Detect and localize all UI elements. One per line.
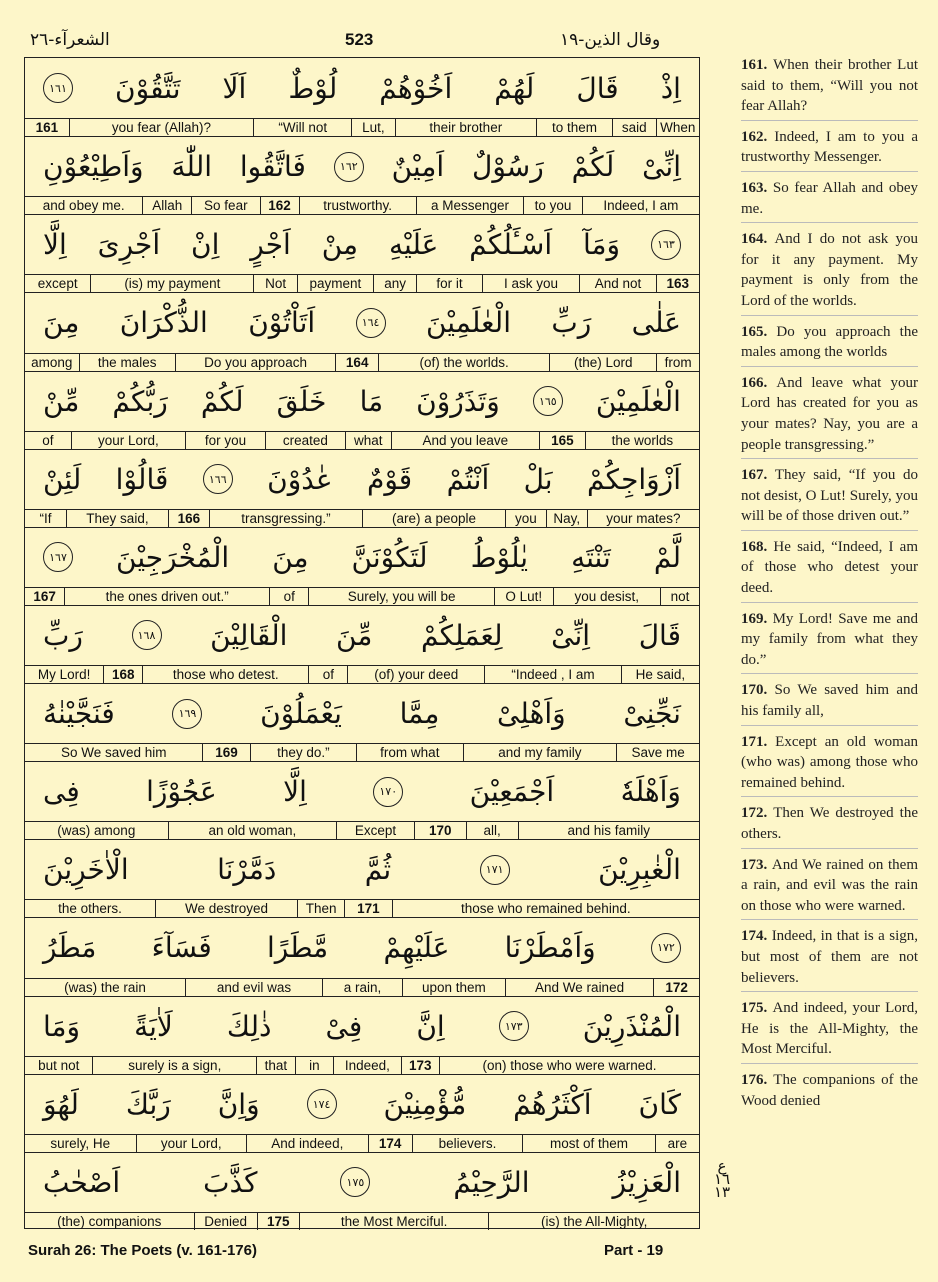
arabic-word: وَاَطِيْعُوْنِ	[43, 150, 144, 184]
verse-end-marker: ١٦٢	[334, 152, 364, 182]
verse-end-marker: ١٦٣	[651, 230, 681, 260]
arabic-word: مِنَ	[272, 540, 309, 574]
arabic-word: الرَّحِيْمُ	[453, 1165, 530, 1199]
arabic-word: تَتَّقُوْنَ	[115, 71, 181, 105]
word-meaning-cell: Not	[253, 275, 296, 292]
verse-number: 171.	[741, 733, 776, 750]
arabic-word: مِّنَ	[336, 618, 373, 652]
word-meaning-cell: (the) Lord	[549, 354, 656, 371]
verse-number-cell: 167	[33, 588, 56, 604]
arabic-word: لَّمْ	[653, 540, 681, 574]
word-meaning-cell: for you	[185, 432, 265, 449]
word-meaning-cell: and evil was	[185, 979, 322, 996]
word-meaning-cell: And you leave	[391, 432, 540, 449]
word-meaning-cell: an old woman,	[168, 822, 337, 839]
verse-number-cell: 165	[539, 432, 585, 449]
verse-number-cell: 166	[168, 510, 209, 527]
verse-number-cell: 168	[103, 666, 142, 683]
arabic-word: وَاَهْلَهٗ	[620, 775, 681, 809]
verse-end-marker: ١٦٥	[533, 386, 563, 416]
word-translation-row	[25, 196, 699, 214]
word-meaning-cell: you desist,	[553, 588, 660, 605]
word-meaning-cell: you	[505, 510, 546, 527]
verse-number: 168.	[741, 538, 774, 555]
verse-number: 170.	[741, 682, 775, 699]
verse-grid	[24, 57, 700, 1229]
verse-translation	[741, 803, 918, 848]
word-meaning-cell: a Messenger	[416, 197, 523, 214]
arabic-word: اِنِّىْ	[642, 150, 681, 184]
word-meaning-cell: except	[37, 276, 78, 292]
word-meaning-cell: transgressing.”	[209, 510, 362, 527]
verse-number-cell: 173	[401, 1057, 440, 1074]
verse-end-marker: ١٦١	[43, 73, 73, 103]
word-meaning-cell: are	[655, 1135, 699, 1152]
verse-end-marker: ١٧٢	[651, 933, 681, 963]
word-meaning-cell: And not	[579, 275, 655, 292]
arabic-word: اَتَاْتُوْنَ	[248, 306, 316, 340]
arabic-word: قَوْمٌ	[367, 462, 413, 496]
arabic-line	[25, 605, 699, 665]
word-meaning-cell: (was) the rain	[64, 979, 146, 995]
arabic-word: اَمِيْنٌ	[391, 150, 445, 184]
arabic-word: كَذَّبَ	[203, 1165, 258, 1199]
header-surah-name: الشعرآء-٢٦	[30, 30, 110, 50]
arabic-word: قَالَ	[638, 618, 681, 652]
arabic-word: ذٰلِكَ	[226, 1009, 272, 1043]
word-meaning-cell: O Lut!	[494, 588, 553, 605]
verse-translation	[741, 926, 918, 992]
verse-number: 172.	[741, 805, 774, 822]
arabic-word: عَلَيْهِ	[388, 228, 439, 262]
arabic-line	[25, 839, 699, 899]
arabic-word: فَنَجَّيْنٰهُ	[43, 697, 115, 731]
word-meaning-cell: Indeed,	[333, 1057, 400, 1074]
word-meaning-cell: Indeed, I am	[582, 197, 699, 214]
arabic-word: اَجْرِىَ	[97, 228, 161, 262]
verse-translation	[741, 537, 918, 603]
word-translation-row	[25, 1134, 699, 1152]
verse-number: 164.	[741, 231, 775, 248]
word-meaning-cell: (on) those who were warned.	[439, 1057, 699, 1074]
arabic-word: فِى	[43, 775, 80, 809]
word-meaning-cell: I ask you	[482, 275, 580, 292]
verse-translation	[741, 178, 918, 223]
word-meaning-cell: Nay,	[546, 510, 587, 527]
word-meaning-cell: payment	[297, 275, 373, 292]
page-number: 523	[345, 30, 374, 49]
arabic-line	[25, 449, 699, 509]
word-meaning-cell: upon them	[402, 979, 505, 996]
word-meaning-cell: He said,	[621, 666, 699, 683]
ruku-marker: ع ١٦ ١٣	[713, 1157, 731, 1201]
verse-number: 174.	[741, 928, 772, 945]
word-meaning-cell: the others.	[58, 901, 122, 917]
word-meaning-cell: the worlds	[585, 432, 699, 449]
word-meaning-cell: Do you approach	[175, 354, 335, 371]
word-meaning-cell: they do.”	[250, 744, 356, 761]
word-meaning-cell: My Lord!	[37, 667, 91, 683]
arabic-word: لَكُمْ	[200, 384, 244, 418]
arabic-line	[25, 683, 699, 743]
verse-number: 165.	[741, 323, 777, 340]
arabic-word: اِنِّىْ	[551, 618, 591, 652]
word-translation-row	[25, 1056, 699, 1074]
word-meaning-cell: (of) your deed	[347, 666, 484, 683]
arabic-word: اِلَّا	[283, 775, 307, 809]
arabic-line	[25, 214, 699, 274]
arabic-word: الْقَالِيْنَ	[210, 618, 288, 652]
word-meaning-cell: said	[612, 119, 655, 136]
word-meaning-cell: your Lord,	[136, 1135, 246, 1152]
word-meaning-cell: of	[269, 588, 308, 605]
word-translation-row	[25, 978, 699, 996]
word-meaning-cell: Lut,	[351, 119, 394, 136]
arabic-line	[25, 996, 699, 1056]
arabic-word: لَهُوَ	[43, 1087, 79, 1121]
word-meaning-cell: your mates?	[587, 510, 699, 527]
word-meaning-cell: (are) a people	[362, 510, 505, 527]
verse-end-marker: ١٦٩	[172, 699, 202, 729]
footer-surah-title: Surah 26: The Poets (v. 161-176)	[28, 1242, 257, 1259]
arabic-word: فَسَآءَ	[151, 931, 212, 965]
arabic-word: مِّنْ	[43, 384, 80, 418]
arabic-word: دَمَّرْنَا	[217, 853, 277, 887]
word-translation-row	[25, 821, 699, 839]
word-meaning-cell: created	[265, 432, 345, 449]
arabic-word: مِنَ	[43, 306, 80, 340]
arabic-word: مُّؤْمِنِيْنَ	[383, 1087, 467, 1121]
arabic-word: اَنْتُمْ	[446, 462, 490, 496]
verse-number-cell: 162	[260, 197, 299, 214]
verse-text: He said, “Indeed, I am of those who detest your deed.	[741, 538, 919, 597]
word-meaning-cell: in	[295, 1057, 334, 1074]
verse-text: My Lord! Save me and my family from what they do.”	[741, 610, 918, 668]
word-meaning-cell: of	[42, 432, 54, 448]
arabic-line	[25, 527, 699, 587]
arabic-word: رَبَّكَ	[125, 1087, 171, 1121]
arabic-line	[25, 917, 699, 977]
arabic-word: نَجِّنِىْ	[623, 697, 681, 731]
arabic-word: اِلَّا	[43, 228, 67, 262]
word-meaning-cell: So We saved him	[60, 745, 167, 761]
word-meaning-cell: surely is a sign,	[92, 1057, 256, 1074]
verse-number: 162.	[741, 128, 775, 145]
verse-translation	[741, 465, 918, 531]
word-meaning-cell: what	[345, 432, 391, 449]
word-meaning-cell: among	[31, 354, 73, 370]
verse-end-marker: ١٧١	[480, 855, 510, 885]
word-meaning-cell: Then	[297, 900, 344, 917]
verse-translation	[741, 680, 918, 725]
word-meaning-cell: to you	[523, 197, 582, 214]
verse-text: When their brother Lut said to them, “Will you not fear Allah?	[741, 57, 918, 115]
verse-text: So fear Allah and obey me.	[741, 179, 918, 217]
word-meaning-cell: but not	[38, 1057, 80, 1073]
word-translation-row	[25, 1212, 699, 1230]
word-meaning-cell: (of) the worlds.	[378, 354, 549, 371]
verse-number-cell: 170	[414, 822, 466, 839]
arabic-word: فِىْ	[325, 1009, 363, 1043]
verse-number-cell: 171	[344, 900, 391, 917]
verse-translation	[741, 322, 918, 367]
arabic-word: مَّطَرًا	[266, 931, 329, 965]
word-meaning-cell: (was) among	[57, 823, 136, 839]
word-meaning-cell: “Will not	[253, 119, 351, 136]
arabic-word: الْمُنْذَرِيْنَ	[582, 1009, 681, 1043]
arabic-word: وَاِنَّ	[217, 1087, 260, 1121]
verse-number: 161.	[741, 57, 774, 73]
verse-number-cell: 161	[35, 120, 59, 136]
arabic-word: اَزْوَاجِكُمْ	[586, 462, 681, 496]
word-meaning-cell: “Indeed , I am	[484, 666, 621, 683]
arabic-word: فَاتَّقُوا	[239, 150, 306, 184]
word-translation-row	[25, 118, 699, 136]
verse-end-marker: ١٧٠	[373, 777, 403, 807]
arabic-line	[25, 761, 699, 821]
verse-number-cell: 164	[335, 354, 378, 371]
word-meaning-cell: their brother	[395, 119, 536, 136]
verse-number-cell: 174	[368, 1135, 412, 1152]
arabic-word: قَالَ	[576, 71, 619, 105]
word-meaning-cell: and my family	[463, 744, 617, 761]
word-meaning-cell: those who remained behind.	[392, 900, 699, 917]
verse-number-cell: 163	[656, 275, 699, 292]
arabic-word: لَكُمْ	[571, 150, 615, 184]
word-meaning-cell: Allah	[142, 197, 191, 214]
word-meaning-cell: the ones driven out.”	[64, 588, 269, 605]
arabic-word: عَجُوْزًا	[146, 775, 217, 809]
arabic-word: اَصْحٰبُ	[43, 1165, 121, 1199]
verse-translation	[741, 732, 918, 798]
arabic-word: لَهُمْ	[494, 71, 535, 105]
verse-end-marker: ١٦٦	[203, 464, 233, 494]
verse-text: Do you approach the males among the worlds	[741, 323, 918, 361]
arabic-line	[25, 58, 699, 118]
arabic-word: اَكْثَرُهُمْ	[513, 1087, 592, 1121]
verse-translation	[741, 998, 918, 1064]
arabic-word: الْعَزِيْزُ	[612, 1165, 681, 1199]
arabic-line	[25, 292, 699, 352]
footer-part-number: Part - 19	[604, 1242, 664, 1259]
verse-translation	[741, 229, 918, 315]
arabic-word: لَئِنْ	[43, 462, 82, 496]
verse-number: 173.	[741, 856, 772, 873]
arabic-word: الْمُخْرَجِيْنَ	[116, 540, 230, 574]
verse-number: 166.	[741, 374, 777, 391]
word-meaning-cell: to them	[536, 119, 612, 136]
verse-text: And leave what your Lord has created for you as your mates? Nay, you are a people transgressing.”	[741, 374, 918, 453]
verse-text: And indeed, your Lord, He is the All-Mighty, the Most Merciful.	[741, 1000, 919, 1058]
arabic-word: خَلَقَ	[276, 384, 327, 418]
word-translation-row	[25, 431, 699, 449]
arabic-word: عَلٰى	[631, 306, 681, 340]
verse-end-marker: ١٦٤	[356, 308, 386, 338]
verse-number: 176.	[741, 1071, 774, 1088]
verse-number: 167.	[741, 467, 775, 484]
arabic-word: وَاَمْطَرْنَا	[504, 931, 596, 965]
verse-translation	[741, 127, 918, 172]
verse-text: Except an old woman (who was) among those who remained behind.	[741, 733, 918, 791]
word-meaning-cell: that	[256, 1057, 295, 1074]
verse-end-marker: ١٦٧	[43, 542, 73, 572]
arabic-word: مَا	[359, 384, 384, 418]
arabic-word: الذُّكْرَانَ	[119, 306, 208, 340]
word-meaning-cell: for it	[416, 275, 481, 292]
word-meaning-cell: any	[373, 275, 416, 292]
verse-text: Then We destroyed the others.	[741, 805, 918, 842]
word-meaning-cell: (the) companions	[57, 1213, 162, 1229]
word-meaning-cell: a rain,	[322, 979, 402, 996]
verse-number: 163.	[741, 179, 773, 196]
verse-text: So We saved him and his family all,	[741, 682, 918, 720]
verse-translation	[741, 855, 918, 921]
word-meaning-cell: trustworthy.	[299, 197, 416, 214]
arabic-word: اَخُوْهُمْ	[379, 71, 453, 105]
arabic-word: مِنْ	[321, 228, 359, 262]
verse-text: They said, “If you do not desist, O Lut! Surely, you will be of those driven out.”	[741, 467, 918, 525]
word-meaning-cell: of	[308, 666, 347, 683]
arabic-word: وَتَذَرُوْنَ	[416, 384, 500, 418]
word-meaning-cell: from	[656, 354, 699, 371]
verse-number-cell: 175	[257, 1213, 299, 1230]
arabic-word: اَلَا	[222, 71, 247, 105]
word-meaning-cell: all,	[466, 822, 518, 839]
word-meaning-cell: and obey me.	[42, 198, 125, 214]
verse-text: Indeed, I am to you a trustworthy Messenger.	[741, 128, 918, 166]
word-translation-row	[25, 353, 699, 371]
word-meaning-cell: When	[656, 119, 699, 136]
word-meaning-cell: those who detest.	[142, 666, 308, 683]
arabic-line	[25, 1152, 699, 1212]
verse-text: And We rained on them a rain, and evil was the rain on those who were warned.	[741, 856, 918, 914]
word-meaning-cell: We destroyed	[155, 900, 297, 917]
arabic-word: الْعٰلَمِيْنَ	[595, 384, 681, 418]
word-meaning-cell: surely, He	[50, 1135, 111, 1151]
word-meaning-cell: And We rained	[505, 979, 654, 996]
word-meaning-cell: So fear	[191, 197, 259, 214]
arabic-word: وَاَهْلِىْ	[496, 697, 566, 731]
arabic-word: اِنَّ	[416, 1009, 445, 1043]
verse-text: And I do not ask you for it any payment. My payment is only from the Lord of the worlds.	[741, 231, 919, 309]
verse-number: 175.	[741, 1000, 773, 1017]
arabic-word: مَطَرُ	[43, 931, 97, 965]
translation-column	[741, 55, 918, 1120]
arabic-word: يَعْمَلُوْنَ	[260, 697, 342, 731]
word-meaning-cell: from what	[356, 744, 462, 761]
arabic-word: ثُمَّ	[364, 853, 392, 887]
arabic-word: لَتَكُوْنَنَّ	[351, 540, 428, 574]
arabic-word: رَبُّكُمْ	[112, 384, 168, 418]
arabic-word: الْغٰبِرِيْنَ	[598, 853, 681, 887]
word-meaning-cell: (is) my payment	[90, 275, 253, 292]
arabic-line	[25, 136, 699, 196]
arabic-word: الْعٰلَمِيْنَ	[425, 306, 511, 340]
word-translation-row	[25, 899, 699, 917]
verse-end-marker: ١٧٥	[340, 1167, 370, 1197]
verse-number: 169.	[741, 610, 773, 627]
word-translation-row	[25, 665, 699, 683]
arabic-word: اللّٰهَ	[171, 150, 212, 184]
word-meaning-cell: your Lord,	[71, 432, 185, 449]
word-translation-row	[25, 509, 699, 527]
arabic-word: لِعَمَلِكُمْ	[420, 618, 503, 652]
verse-translation	[741, 373, 918, 459]
arabic-word: عَلَيْهِمْ	[383, 931, 450, 965]
word-meaning-cell: the males	[79, 354, 175, 371]
word-meaning-cell: “If	[39, 510, 52, 526]
verse-number-cell: 169	[202, 744, 249, 761]
word-meaning-cell: most of them	[522, 1135, 655, 1152]
word-meaning-cell: Denied	[194, 1213, 257, 1230]
arabic-word: بَلْ	[523, 462, 553, 496]
arabic-word: كَانَ	[638, 1087, 681, 1121]
arabic-word: وَمَا	[43, 1009, 81, 1043]
verse-number-cell: 172	[653, 979, 699, 996]
arabic-word: اَسْـَٔلُكُمْ	[469, 228, 553, 262]
word-translation-row	[25, 274, 699, 292]
arabic-word: رَبِّ	[551, 306, 592, 340]
word-meaning-cell: you fear (Allah)?	[69, 119, 254, 136]
arabic-word: مِمَّا	[399, 697, 440, 731]
word-meaning-cell: (is) the All-Mighty,	[488, 1213, 699, 1230]
arabic-word: يٰلُوْطُ	[470, 540, 529, 574]
arabic-word: عٰدُوْنَ	[267, 462, 333, 496]
arabic-line	[25, 1074, 699, 1134]
verse-text: The companions of the Wood denied	[741, 1071, 918, 1109]
word-meaning-cell: And indeed,	[246, 1135, 368, 1152]
verse-end-marker: ١٧٣	[499, 1011, 529, 1041]
arabic-word: لُوْطٌ	[288, 71, 338, 105]
word-meaning-cell: Surely, you will be	[308, 588, 494, 605]
verse-end-marker: ١٦٨	[132, 620, 162, 650]
word-translation-row	[25, 587, 699, 605]
verse-text: Indeed, in that is a sign, but most of them are not believers.	[741, 928, 919, 986]
word-meaning-cell: and his family	[518, 822, 699, 839]
arabic-word: اِنْ	[191, 228, 220, 262]
arabic-word: لَاٰيَةً	[134, 1009, 173, 1043]
arabic-word: تَنْتَهِ	[571, 540, 611, 574]
verse-translation	[741, 55, 918, 121]
word-meaning-cell: the Most Merciful.	[299, 1213, 489, 1230]
word-meaning-cell: Except	[336, 822, 414, 839]
verse-translation	[741, 609, 918, 675]
arabic-word: اَجْرٍ	[250, 228, 291, 262]
arabic-word: وَمَآ	[583, 228, 621, 262]
word-translation-row	[25, 743, 699, 761]
arabic-word: قَالُوْا	[115, 462, 169, 496]
arabic-word: اِذْ	[660, 71, 681, 105]
arabic-word: رَسُوْلٌ	[471, 150, 544, 184]
header-juz-name: وقال الذين-١٩	[560, 30, 661, 50]
arabic-word: رَبِّ	[43, 618, 83, 652]
verse-translation	[741, 1070, 918, 1114]
arabic-word: اَجْمَعِيْنَ	[469, 775, 555, 809]
word-meaning-cell: not	[660, 588, 699, 605]
word-meaning-cell: believers.	[412, 1135, 522, 1152]
verse-end-marker: ١٧٤	[307, 1089, 337, 1119]
arabic-word: الْاٰخَرِيْنَ	[43, 853, 129, 887]
arabic-line	[25, 371, 699, 431]
word-meaning-cell: They said,	[66, 510, 168, 527]
word-meaning-cell: Save me	[616, 744, 699, 761]
